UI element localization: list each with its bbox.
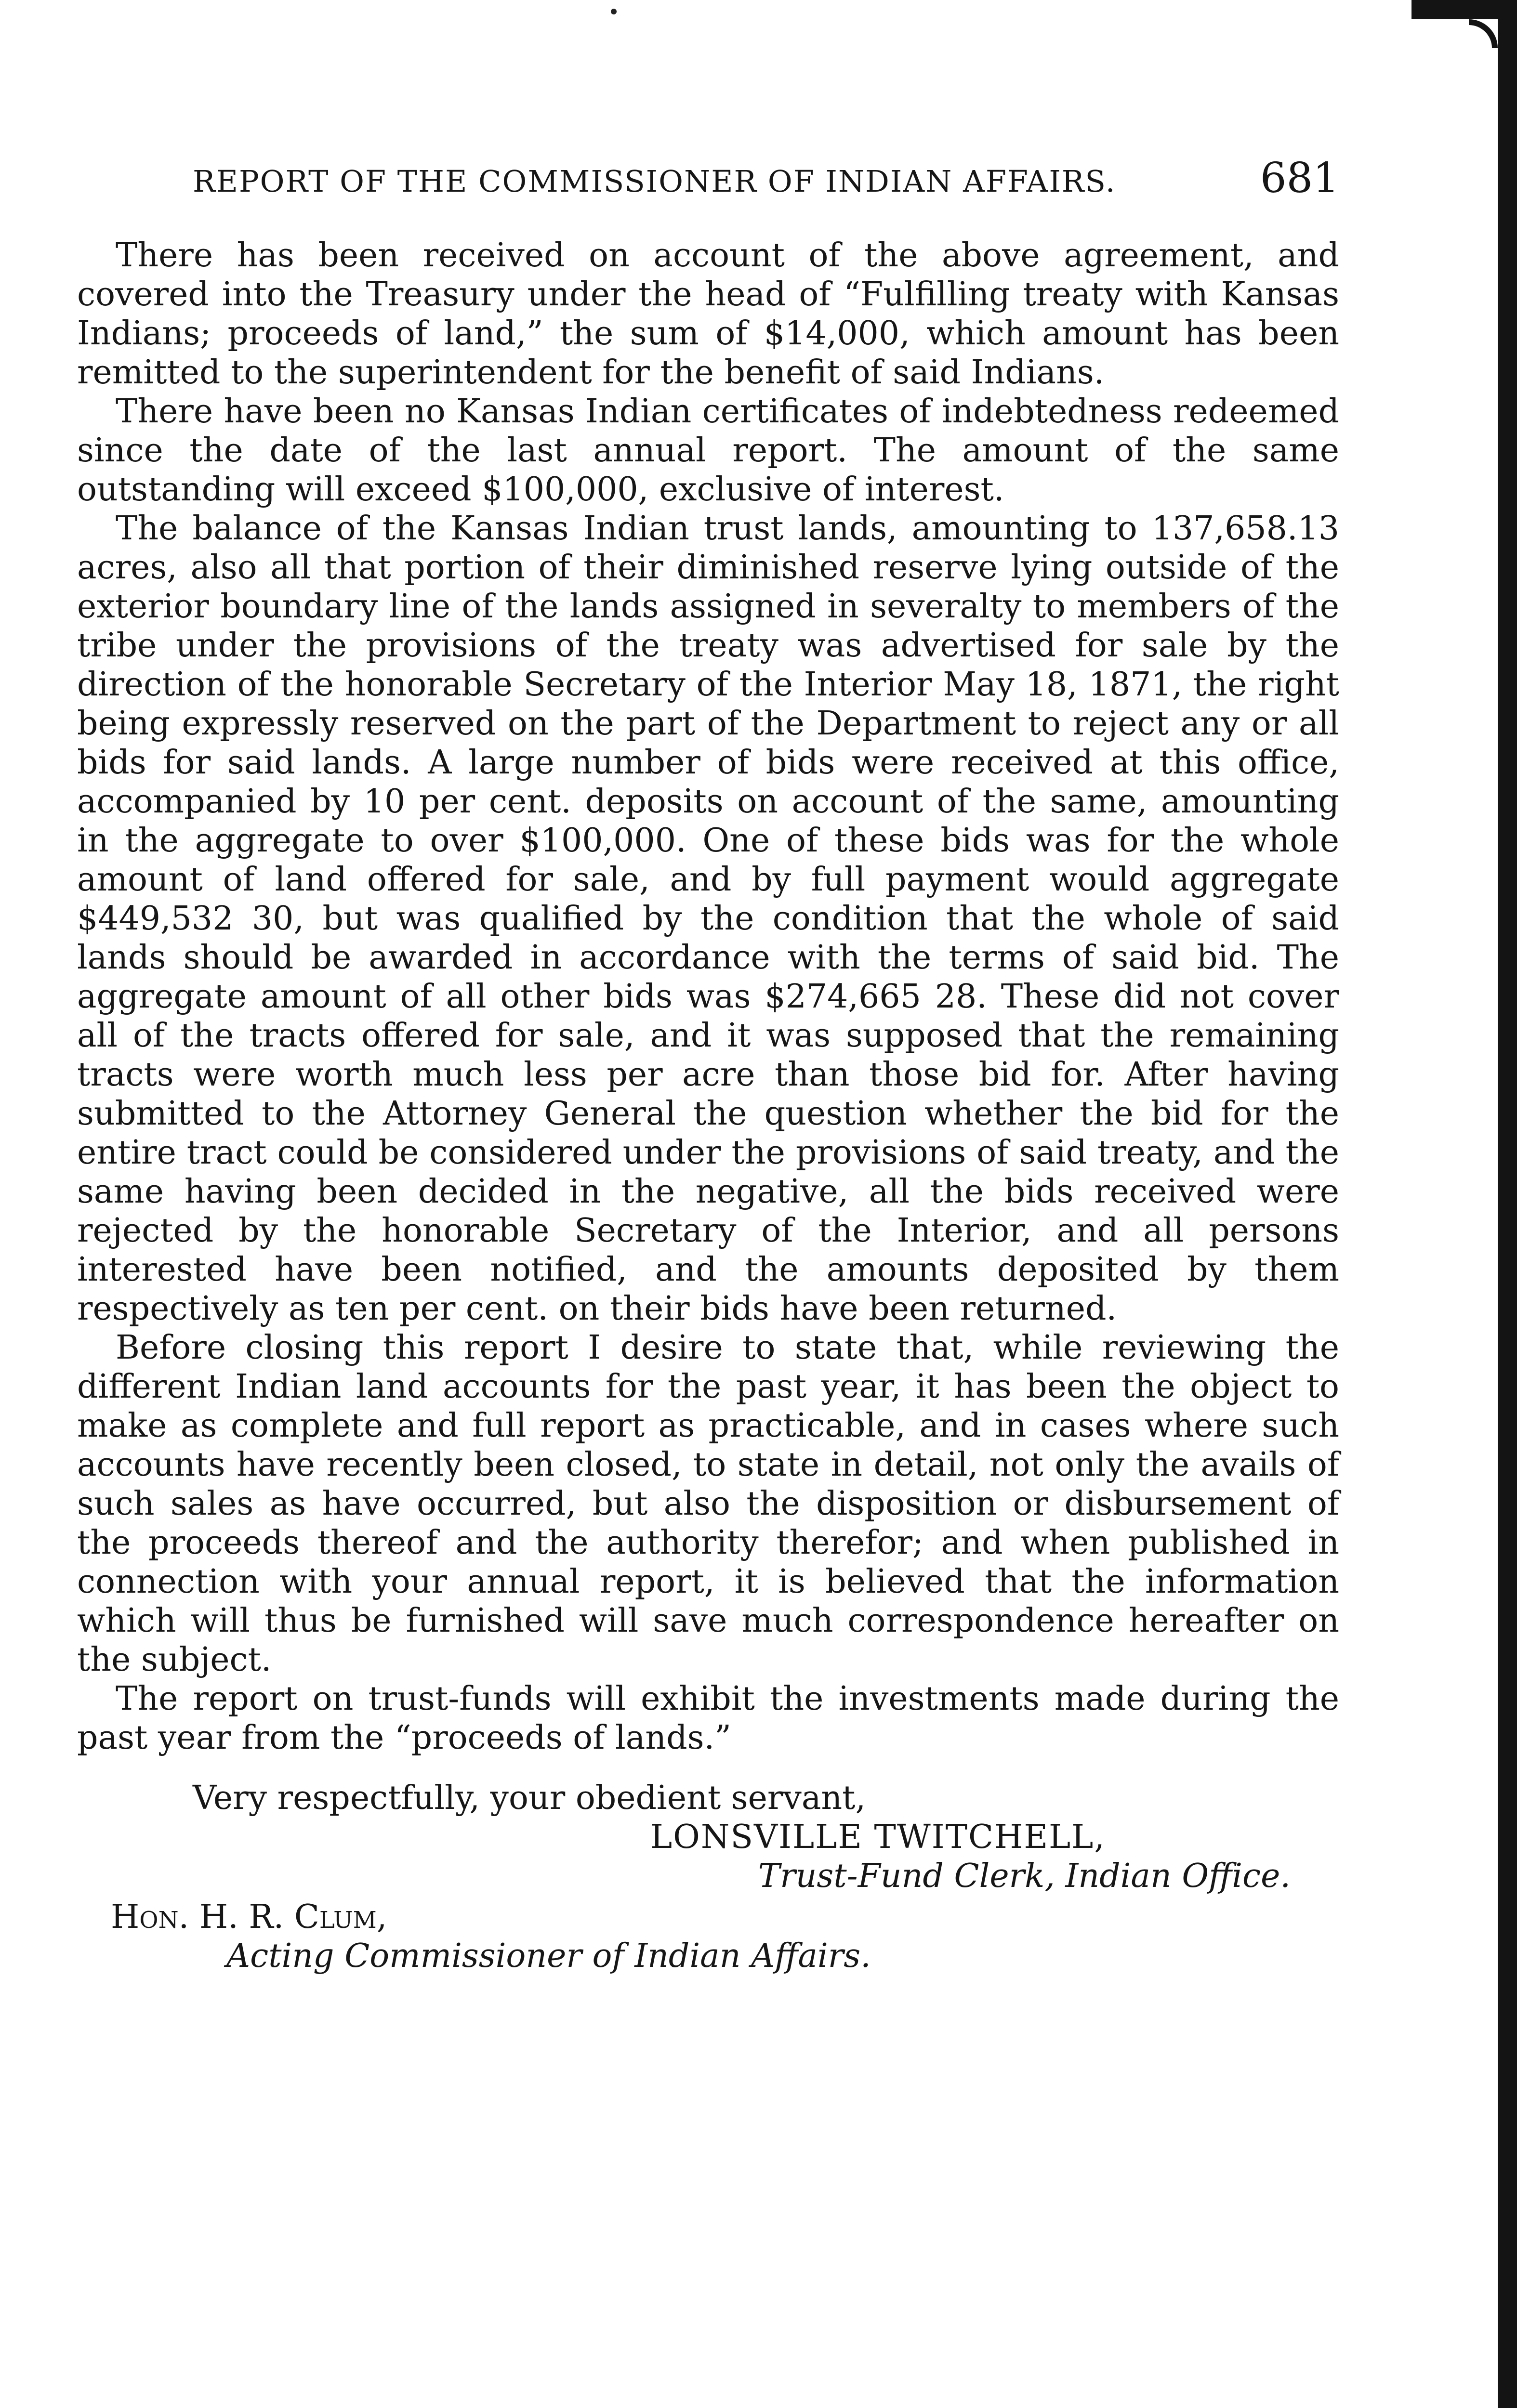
page-header bbox=[193, 154, 1339, 207]
paragraph-certificates: There have been no Kansas Indian certificates of indebtedness redeemed since the date of the last annual report. The amount of the same outstanding will exceed $100,000, exclusive of interest. bbox=[77, 393, 1339, 509]
closing-line: Very respectfully, your obedient servant, bbox=[193, 1779, 866, 1817]
paragraph-closing-remarks: Before closing this report I desire to state that, while reviewing the different Indian land accounts for the past year, it has been the object to make as complete and full report as practicable, and in cases where such accounts have recently been closed, to state in detail, not only the avails of such sales as have occurred, but also the disposition or disbursement of the proceeds thereof and the authority therefor; and when published in connection with your annual report, it is believed that the information which will thus be furnished will save much correspondence hereafter on the subject. bbox=[77, 1329, 1339, 1679]
report-body bbox=[77, 236, 1339, 1757]
paragraph-treasury-receipt: There has been received on account of the above agreement, and covered into the Treasury under the head of “Fulfilling treaty with Kansas Indians; proceeds of land,” the sum of $14,000, which amount has been remitted to the superintendent for the benefit of said Indians. bbox=[77, 236, 1339, 392]
paragraph-trust-lands-sale: The balance of the Kansas Indian trust lands, amounting to 137,658.13 acres, also all that portion of their diminished reserve lying outside of the exterior boundary line of the lands assigned in severalty to members of the tribe under the provisions of the treaty was advertised for sale by the direction of the honorable Secretary of the Interior May 18, 1871, the right being expressly reserved on the part of the Department to reject any or all bids for said lands. A large number of bids were received at this office, accompanied by 10 per cent. deposits on account of the same, amounting in the aggregate to over $100,000. One of these bids was for the whole amount of land offered for sale, and by full payment would aggregate $449,532 30, but was qualified by the condition that the whole of said lands should be awarded in accordance with the terms of said bid. The aggregate amount of all other bids was $274,665 28. These did not cover all of the tracts offered for sale, and it was supposed that the remaining tracts were worth much less per acre than those bid for. After having submitted to the Attorney General the question whether the bid for the entire tract could be considered under the provisions of said treaty, and the same having been decided in the negative, all the bids received were rejected by the honorable Secretary of the Interior, and all persons interested have been notified, and the amounts deposited by them respectively as ten per cent. on their bids have been returned. bbox=[77, 510, 1339, 1328]
paragraph-trust-funds: The report on trust-funds will exhibit the investments made during the past year from the “proceeds of lands.” bbox=[77, 1680, 1339, 1757]
addressee-name: Hon. H. R. Clum, bbox=[111, 1898, 387, 1936]
page-edge-top bbox=[1411, 0, 1517, 19]
page-number: 681 bbox=[1260, 154, 1339, 202]
running-head: REPORT OF THE COMMISSIONER OF INDIAN AFFAIRS. bbox=[193, 164, 1116, 199]
page-edge-corner bbox=[1469, 19, 1498, 48]
signatory-title: Trust-Fund Clerk, Indian Office. bbox=[758, 1857, 1291, 1895]
page-edge-right bbox=[1498, 0, 1517, 2408]
addressee-title: Acting Commissioner of Indian Affairs. bbox=[226, 1937, 871, 1975]
print-speck bbox=[611, 9, 617, 14]
signatory-name: LONSVILLE TWITCHELL, bbox=[650, 1818, 1106, 1856]
